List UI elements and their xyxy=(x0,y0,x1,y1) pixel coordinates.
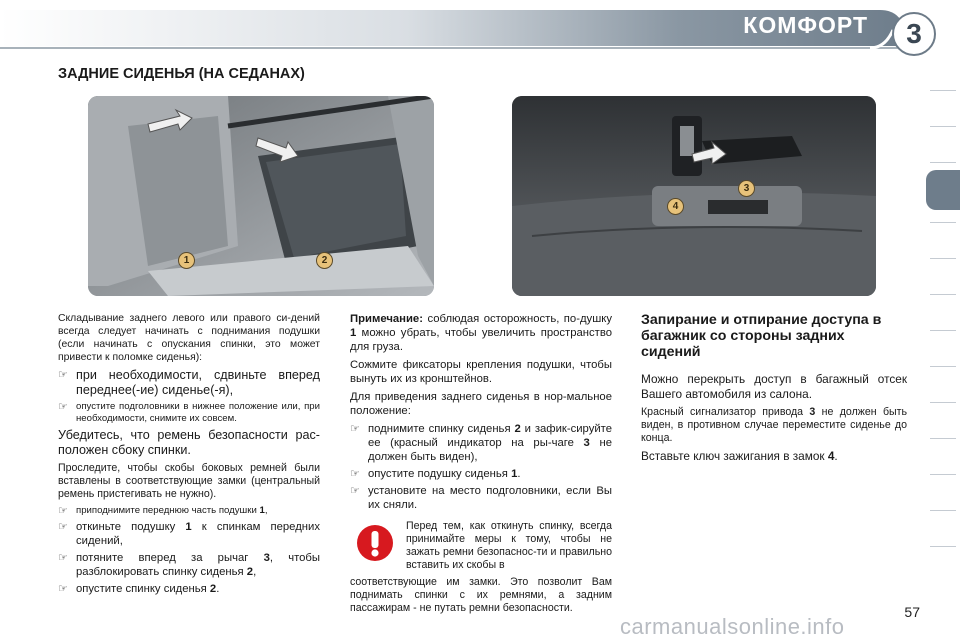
pointing-hand-icon: ☞ xyxy=(350,468,360,480)
tab-divider xyxy=(930,162,956,163)
callout-4: 4 xyxy=(667,198,684,215)
pointing-hand-icon: ☞ xyxy=(58,552,68,564)
list-item: ☞ опустите подушку сиденья 1. xyxy=(350,468,521,480)
pointing-hand-icon: ☞ xyxy=(58,521,68,533)
tab-divider xyxy=(930,330,956,331)
list-item: ☞ поднимите спинку сиденья 2 и зафик-сируйте ее (красный индикатор на ры-чаге 3 не должен быть виден), xyxy=(350,423,612,463)
pointing-hand-icon: ☞ xyxy=(350,485,360,497)
list-item: ☞ установите на место подголовники, если Вы их сняли. xyxy=(350,485,612,511)
chapter-title: КОМФОРТ xyxy=(743,12,868,38)
pointing-hand-icon: ☞ xyxy=(58,369,68,381)
paragraph: Для приведения заднего сиденья в нор-мальное положение: xyxy=(350,391,612,417)
tab-divider xyxy=(930,546,956,547)
rear-seat-photo xyxy=(88,96,434,296)
pointing-hand-icon: ☞ xyxy=(58,583,68,595)
pointing-hand-icon: ☞ xyxy=(350,423,360,435)
tab-divider xyxy=(930,90,956,91)
pointing-hand-icon: ☞ xyxy=(58,505,68,517)
warning-exclamation-icon xyxy=(356,524,394,562)
column-3 xyxy=(641,312,907,468)
trunk-lock-photo xyxy=(512,96,876,296)
pointing-hand-icon: ☞ xyxy=(58,401,68,413)
tab-divider xyxy=(930,294,956,295)
warning-text: Перед тем, как откинуть спинку, всегда принимайте меры к тому, чтобы не зажать ремни безопаснос-ти и правильно вставить их скобы в xyxy=(406,520,612,571)
paragraph: Сожмите фиксаторы крепления подушки, чтобы вынуть их из кронштейнов. xyxy=(350,359,612,385)
tab-divider xyxy=(930,366,956,367)
callout-2: 2 xyxy=(316,252,333,269)
paragraph: Проследите, чтобы скобы боковых ремней были вставлены в соответствующие замки (центральный ремень пристегивать не нужно). xyxy=(58,462,320,500)
rear-seat-illustration xyxy=(88,96,434,296)
subsection-title: Запирание и отпирание доступа в багажник со стороны задних сидений xyxy=(641,312,882,360)
list-item: ☞ откиньте подушку 1 к спинкам передних сидений, xyxy=(58,521,321,547)
tab-divider xyxy=(930,126,956,127)
tab-divider xyxy=(930,258,956,259)
note-paragraph: Примечание: соблюдая осторожность, по-душку 1 можно убрать, чтобы увеличить пространство для груза. xyxy=(350,313,612,353)
paragraph: Убедитесь, что ремень безопасности рас-положен сбоку спинки. xyxy=(58,428,320,457)
list-item: ☞ опустите спинку сиденья 2. xyxy=(58,583,220,595)
tab-divider xyxy=(930,402,956,403)
tab-divider xyxy=(930,438,956,439)
tab-divider xyxy=(930,474,956,475)
warning-block xyxy=(350,520,612,615)
trunk-lock-illustration xyxy=(512,96,876,296)
watermark: carmanualsonline.info xyxy=(620,614,845,639)
list-item: ☞ потяните вперед за рычаг 3, чтобы разблокировать спинку сиденья 2, xyxy=(58,552,320,578)
warning-text-continued: соответствующие им замки. Это позволит Вам поднимать спинки с их ремнями, а задним пассажирам - не путать ремни безопасности. xyxy=(350,576,612,614)
tab-divider xyxy=(930,222,956,223)
tab-divider xyxy=(930,510,956,511)
list-item: ☞ при необходимости, сдвиньте вперед переднее(-ие) сиденье(-я), xyxy=(58,368,320,397)
active-chapter-tab[interactable] xyxy=(926,170,960,210)
callout-3: 3 xyxy=(738,180,755,197)
paragraph: Вставьте ключ зажигания в замок 4. xyxy=(641,449,838,463)
paragraph: Красный сигнализатор привода 3 не должен быть виден, в противном случае переместите сиденье до конца. xyxy=(641,406,907,444)
paragraph: Можно перекрыть доступ в багажный отсек Вашего автомобиля из салона. xyxy=(641,372,907,401)
list-item: ☞ опустите подголовники в нижнее положение или, при необходимости, снимите их совсем. xyxy=(58,401,320,424)
chapter-tab-strip xyxy=(926,58,960,640)
list-item: ☞ приподнимите переднюю часть подушки 1, xyxy=(58,505,268,517)
page-number: 57 xyxy=(904,604,920,620)
section-title: ЗАДНИЕ СИДЕНЬЯ (НА СЕДАНАХ) xyxy=(58,66,305,82)
column-2 xyxy=(350,312,612,619)
chapter-number: 3 xyxy=(892,12,936,56)
intro-paragraph: Складывание заднего левого или правого си-дений всегда следует начинать с поднимания подушки (если начинать с опускания спинки, это может привести к поломке сиденья): xyxy=(58,313,320,363)
column-1 xyxy=(58,312,320,599)
callout-1: 1 xyxy=(178,252,195,269)
